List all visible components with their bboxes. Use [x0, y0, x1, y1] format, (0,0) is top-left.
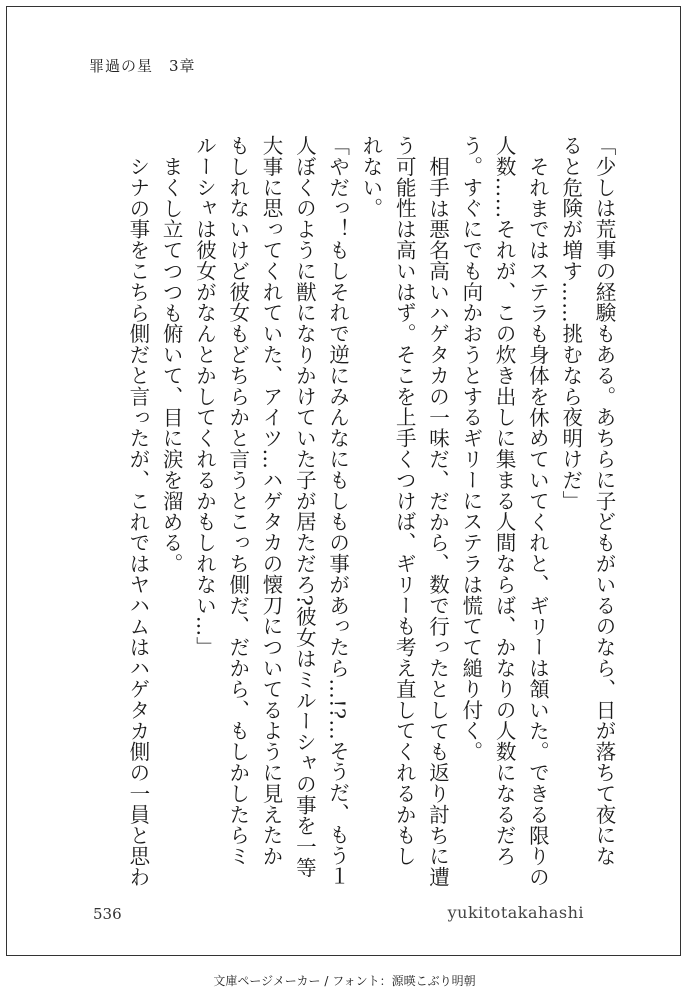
page-frame: [6, 6, 681, 956]
paragraph: 相手は悪名高いハゲタカの一味だ、だから、数で行ったとしても返り討ちに遭う可能性は高いはず。そこを上手くつけば、ギリーも考え直してくれるかもしれない。: [358, 135, 450, 887]
paragraph: 「やだっ！もしそれで逆にみんなにもしもの事があったら…!?…そうだ、もう１人ぼくのように獣になりかけていた子が居ただろ?彼女はミルーシャの事を一等大事に思ってくれていた、アイツ…ハゲタカの懐刀についてるように見えたかもしれないけど彼女もどちらかと言うとこっち側だ、だから、もしかしたらミルーシャは彼女がなんとかしてくれるかもしれない…」: [192, 135, 350, 887]
page-number: 536: [93, 905, 122, 923]
running-title: 罪過の星 3章: [89, 57, 196, 75]
footer-credit: 文庫ページメーカー / フォント：源暎こぶり明朝: [213, 974, 476, 988]
paragraph: 「少しは荒事の経験もある。あちらに子どもがいるのなら、日が落ちて夜になると危険が増す……挑むなら夜明けだ」: [558, 135, 616, 867]
body-text: [87, 135, 620, 887]
author-name: yukitotakahashi: [447, 903, 584, 922]
paragraph: まくし立てつつも俯いて、目に涙を溜める。: [159, 155, 184, 574]
paragraph: それまではステラも身体を休めていてくれと、ギリーは頷いた。できる限りの人数……それが、この炊き出しに集まる人間ならば、かなりの人数になるだろう。すぐにでも向かおうとするギリーにステラは慌てて縋り付く。: [458, 135, 550, 887]
paragraph: シナの事をこちら側だと言ったが、これではヤハムはハゲタカ側の一員と思わ: [125, 155, 150, 887]
